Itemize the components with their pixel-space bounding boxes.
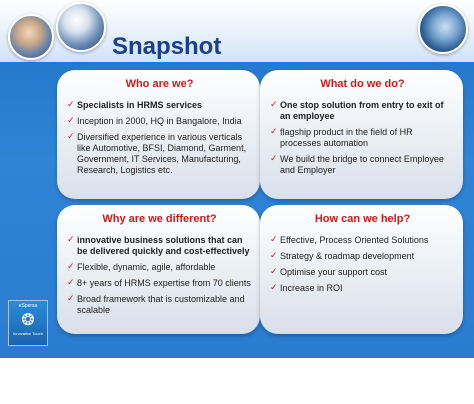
list-item-text: We build the bridge to connect Employee and Employer — [280, 154, 444, 175]
company-logo — [8, 300, 48, 346]
check-icon: ✓ — [270, 283, 278, 293]
list-item — [270, 127, 455, 149]
check-icon: ✓ — [67, 116, 75, 126]
box-heading: Why are we different? — [102, 213, 217, 225]
logo-name: eSpersa — [18, 303, 38, 309]
list-item-text: Increase in ROI — [280, 283, 343, 293]
list-item — [67, 116, 252, 127]
bullet-list — [270, 100, 455, 176]
logo-tagline: Innovative Touch — [13, 331, 43, 336]
list-item-text: Optimise your support cost — [280, 267, 388, 277]
box-heading: What do we do? — [320, 78, 405, 90]
list-item — [270, 100, 455, 122]
box-heading: Who are we? — [125, 78, 194, 90]
list-item — [270, 267, 455, 278]
list-item-text: 8+ years of HRMS expertise from 70 clients — [77, 278, 251, 288]
check-icon: ✓ — [67, 278, 75, 288]
list-item — [270, 235, 455, 246]
check-icon: ✓ — [67, 235, 75, 245]
list-item — [67, 100, 252, 111]
list-item — [67, 278, 252, 289]
list-item-text: flagship product in the field of HR processes automation — [280, 127, 413, 148]
check-icon: ✓ — [67, 294, 75, 304]
list-item-text: Diversified experience in various verticals like Automotive, BFSI, Diamond, Garment, Government, IT Services, Manufacturing, Research, Logistics etc. — [77, 132, 247, 175]
check-icon: ✓ — [67, 262, 75, 272]
check-icon: ✓ — [270, 267, 278, 277]
list-item-text: Flexible, dynamic, agile, affordable — [77, 262, 216, 272]
business-photo-3 — [418, 4, 468, 54]
list-item-text: Strategy & roadmap development — [280, 251, 415, 261]
slide-title: Snapshot — [112, 33, 222, 60]
bullet-list — [67, 100, 252, 176]
list-item-text: One stop solution from entry to exit of an employee — [280, 100, 444, 121]
list-item — [270, 283, 455, 294]
what-do-we-do-box — [260, 70, 463, 199]
list-item — [270, 154, 455, 176]
check-icon: ✓ — [270, 127, 278, 137]
check-icon: ✓ — [270, 251, 278, 261]
check-icon: ✓ — [270, 100, 278, 110]
logo-swirl-icon: ❂ — [21, 310, 35, 329]
why-different-box — [57, 205, 260, 334]
check-icon: ✓ — [270, 235, 278, 245]
how-can-we-help-box — [260, 205, 463, 334]
bullet-list — [67, 235, 252, 316]
check-icon: ✓ — [67, 100, 75, 110]
list-item-text: Inception in 2000, HQ in Bangalore, India — [77, 116, 242, 126]
check-icon: ✓ — [270, 154, 278, 164]
who-are-we-box — [57, 70, 260, 199]
list-item-text: Effective, Process Oriented Solutions — [280, 235, 429, 245]
business-photo-1 — [8, 14, 54, 60]
list-item-text: Specialists in HRMS services — [77, 100, 203, 110]
list-item-text: innovative business solutions that can be delivered quickly and cost-effectively — [77, 235, 250, 256]
list-item — [67, 294, 252, 316]
list-item-text: Broad framework that is customizable and scalable — [77, 294, 245, 315]
list-item — [67, 235, 252, 257]
check-icon: ✓ — [67, 132, 75, 142]
list-item — [67, 132, 252, 176]
business-photo-2 — [56, 2, 106, 52]
list-item — [270, 251, 455, 262]
bullet-list — [270, 235, 455, 294]
list-item — [67, 262, 252, 273]
box-heading: How can we help? — [314, 213, 411, 225]
